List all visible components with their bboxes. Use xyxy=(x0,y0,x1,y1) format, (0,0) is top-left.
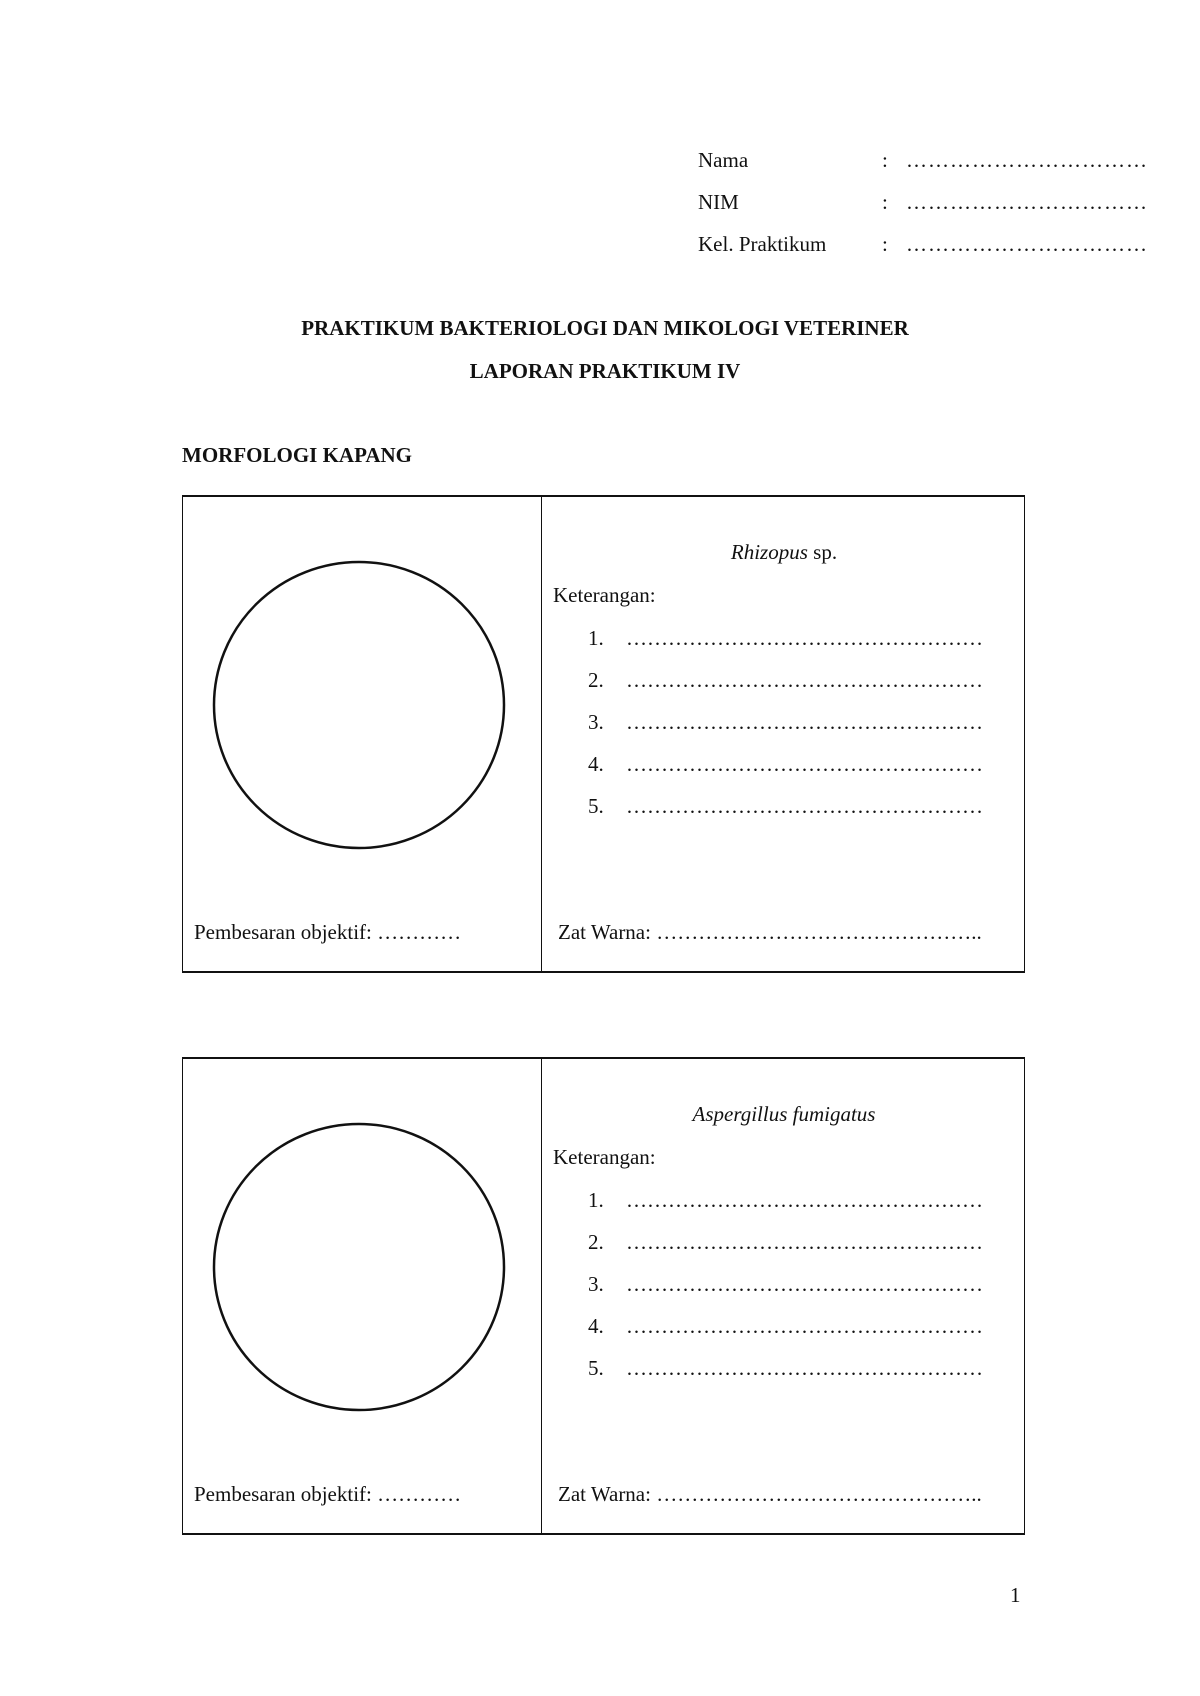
keterangan-list xyxy=(588,1185,983,1395)
item-number: 5. xyxy=(588,794,604,818)
specimen-genus: Rhizopus xyxy=(730,540,808,564)
item-number: 2. xyxy=(588,668,604,692)
specimen-suffix: sp. xyxy=(807,540,838,564)
microscope-field-circle[interactable] xyxy=(211,560,507,856)
magnification-field[interactable]: Pembesaran objektif: ………… xyxy=(194,1482,462,1506)
item-number: 1. xyxy=(588,1188,604,1212)
list-item[interactable] xyxy=(588,1353,983,1395)
item-number: 3. xyxy=(588,710,604,734)
item-number: 2. xyxy=(588,1230,604,1254)
list-item[interactable] xyxy=(588,665,983,707)
list-item[interactable] xyxy=(588,749,983,791)
page-number: 1 xyxy=(1010,1583,1021,1607)
item-blank[interactable]: …………………………………………… xyxy=(626,1356,983,1380)
identity-row-kelompok xyxy=(698,229,1148,259)
list-item[interactable] xyxy=(588,1311,983,1353)
list-item[interactable] xyxy=(588,1227,983,1269)
list-item[interactable] xyxy=(588,707,983,749)
identity-colon: : xyxy=(882,232,888,256)
item-blank[interactable]: …………………………………………… xyxy=(626,794,983,818)
identity-value[interactable]: …………………………… xyxy=(906,148,1148,172)
identity-colon: : xyxy=(882,148,888,172)
item-blank[interactable]: …………………………………………… xyxy=(626,1188,983,1212)
keterangan-label: Keterangan: xyxy=(553,583,656,607)
item-blank[interactable]: …………………………………………… xyxy=(626,1314,983,1338)
item-blank[interactable]: …………………………………………… xyxy=(626,710,983,734)
magnification-field[interactable]: Pembesaran objektif: ………… xyxy=(194,920,462,944)
page-subtitle: LAPORAN PRAKTIKUM IV xyxy=(469,359,741,383)
list-item[interactable] xyxy=(588,791,983,833)
box-divider xyxy=(541,1059,542,1533)
identity-row-nim xyxy=(698,187,1148,217)
item-number: 5. xyxy=(588,1356,604,1380)
specimen-box-rhizopus xyxy=(182,495,1025,973)
specimen-name xyxy=(542,1099,1026,1129)
list-item[interactable] xyxy=(588,623,983,665)
item-number: 4. xyxy=(588,752,604,776)
identity-value[interactable]: …………………………… xyxy=(906,232,1148,256)
stain-field[interactable]: Zat Warna: ……………………………………….. xyxy=(558,920,982,944)
keterangan-label: Keterangan: xyxy=(553,1145,656,1169)
specimen-box-aspergillus xyxy=(182,1057,1025,1535)
item-blank[interactable]: …………………………………………… xyxy=(626,1230,983,1254)
identity-row-nama xyxy=(698,145,1148,175)
box-divider xyxy=(541,497,542,971)
list-item[interactable] xyxy=(588,1185,983,1227)
item-number: 3. xyxy=(588,1272,604,1296)
identity-label: NIM xyxy=(698,190,739,214)
item-blank[interactable]: …………………………………………… xyxy=(626,626,983,650)
identity-label: Kel. Praktikum xyxy=(698,232,827,256)
identity-colon: : xyxy=(882,190,888,214)
identity-value[interactable]: …………………………… xyxy=(906,190,1148,214)
item-blank[interactable]: …………………………………………… xyxy=(626,668,983,692)
item-number: 1. xyxy=(588,626,604,650)
microscope-field-circle[interactable] xyxy=(211,1122,507,1418)
specimen-genus: Aspergillus fumigatus xyxy=(692,1102,876,1126)
section-title: MORFOLOGI KAPANG xyxy=(182,443,413,467)
identity-label: Nama xyxy=(698,148,749,172)
item-blank[interactable]: …………………………………………… xyxy=(626,752,983,776)
item-number: 4. xyxy=(588,1314,604,1338)
stain-field[interactable]: Zat Warna: ……………………………………….. xyxy=(558,1482,982,1506)
keterangan-list xyxy=(588,623,983,833)
specimen-name xyxy=(542,537,1026,567)
page-title: PRAKTIKUM BAKTERIOLOGI DAN MIKOLOGI VETERINER xyxy=(301,316,909,340)
list-item[interactable] xyxy=(588,1269,983,1311)
item-blank[interactable]: …………………………………………… xyxy=(626,1272,983,1296)
